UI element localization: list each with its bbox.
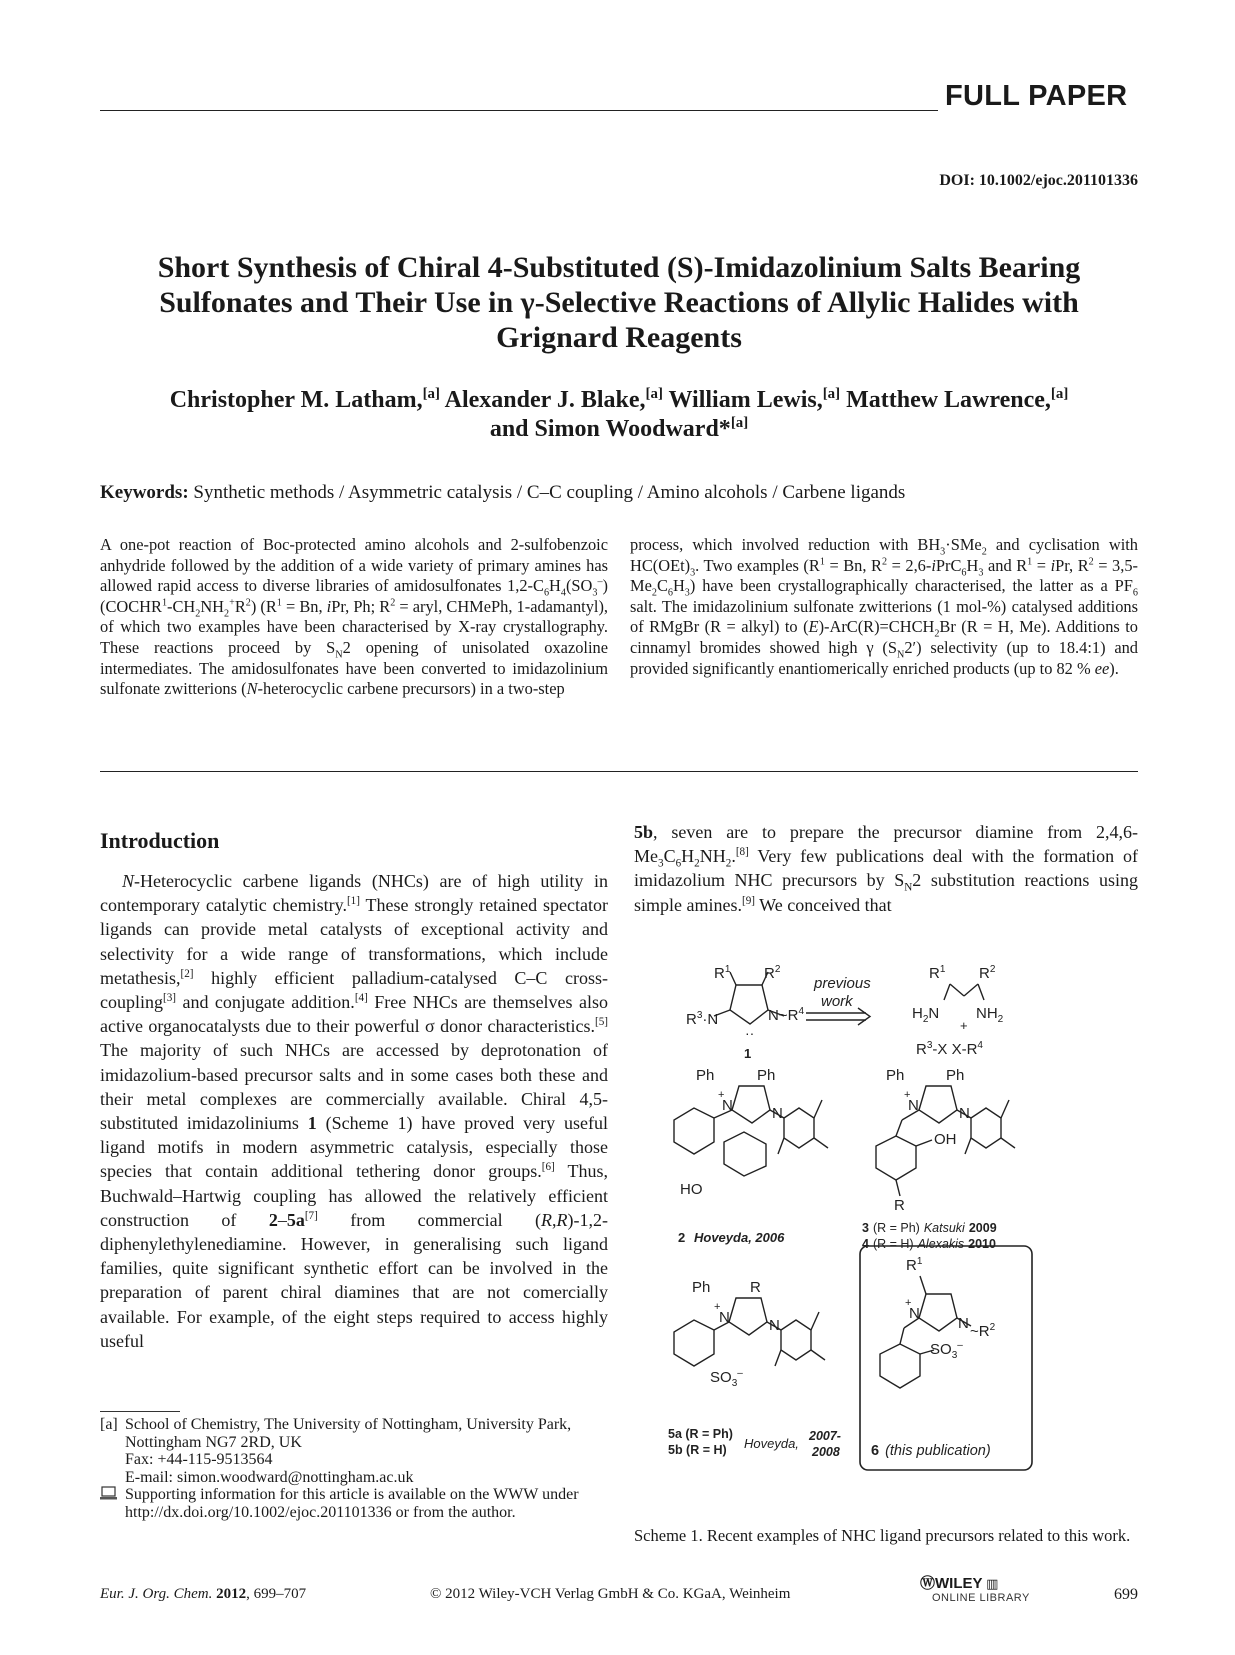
affiliation-mark: [a] [1050, 386, 1069, 402]
svg-text:N: N [909, 1305, 920, 1322]
supporting-info-text[interactable]: Supporting information for this article is available on the WWW under http://dx.doi.org/10.1002/ejoc.201101336 or from the author. [125, 1486, 579, 1521]
svg-text:N: N [959, 1105, 970, 1122]
compound-6 [880, 1276, 971, 1388]
compound-4-label: 4 (R = H) Alexakis 2010 [862, 1237, 996, 1251]
author-name: Christopher M. Latham, [169, 387, 423, 413]
svg-text:+: + [905, 1297, 912, 1309]
compound-label: 1 [744, 1046, 752, 1061]
svg-text:R: R [750, 1279, 761, 1296]
svg-text:2: 2 [678, 1230, 686, 1245]
svg-text:R: R [894, 1197, 905, 1214]
compound-6-box [860, 1246, 1032, 1470]
svg-text:··: ·· [745, 1025, 755, 1041]
keywords-text: Synthetic methods / Asymmetric catalysis / C–C coupling / Amino alcohols / Carbene ligands [193, 482, 906, 503]
section-label: FULL PAPER [945, 80, 1128, 112]
svg-text:5b (R = H): 5b (R = H) [668, 1443, 727, 1457]
page-title: Short Synthesis of Chiral 4-Substituted (S)-Imidazolinium Salts Bearing Sulfonates and Their Use in γ-Selective Reactions of Allylic Halides with Grignard Reagents [157, 251, 1081, 354]
svg-text:Hoveyda, 2006: Hoveyda, 2006 [694, 1230, 785, 1245]
abstract-rule [100, 771, 1138, 772]
svg-text:NH2: $NH_2$ [976, 1005, 1004, 1025]
svg-text:Ph: Ph [886, 1067, 905, 1084]
svg-text:+: + [960, 1018, 968, 1033]
doi[interactable]: DOI: 10.1002/ejoc.201101336 [939, 172, 1138, 189]
svg-text:N: N [769, 1317, 780, 1334]
compound-3-label: 3 (R = Ph) Katsuki 2009 [862, 1221, 997, 1235]
svg-text:previous: previous [814, 975, 871, 992]
svg-text:R2: $R^2$ [979, 964, 996, 982]
intro-column-right [634, 820, 1138, 917]
scheme-caption: Scheme 1. Recent examples of NHC ligand precursors related to this work. [634, 1526, 1131, 1545]
svg-text:H2N: $H_2N$ [912, 1005, 940, 1025]
header-rule [100, 110, 938, 111]
wiley-library: ONLINE LIBRARY [932, 1592, 1030, 1604]
abstract-left: A one-pot reaction of Boc-protected amino alcohols and 2-sulfobenzoic anhydride followed by the addition of a wide variety of primary amines has allowed rapid access to diverse libraries of amidosulfonates $1,2-C_6H_4(SO_3^-)(COCHR^1-CH_2NH_2^+R^2) (R^1 = Bn$, iPr, Ph; $R^2$ = aryl, CHMePh, 1-adamantyl), of which two examples have been characterised by X-ray crystallography. These reactions proceed by $S_N2$ opening of unisolated oxazoline intermediates. The amidosulfonates have been converted to imidazolinium sulfonate zwitterions (N-heterocyclic carbene precursors) in a two-step [100, 535, 609, 699]
svg-text:5a (R = Ph): 5a (R = Ph) [668, 1427, 733, 1441]
svg-text:R3-X X-R4: $R^3-X$ $X-R^4$ [916, 1040, 983, 1058]
svg-text:N: N [908, 1097, 919, 1114]
svg-text:R3·N: $R^3\cdot N$ [686, 1010, 719, 1028]
affiliation-mark: [a] [822, 386, 841, 402]
svg-text:HO: HO [680, 1181, 703, 1198]
svg-text:N: N [719, 1309, 730, 1326]
wiley-logo[interactable]: ⓌWILEY ▥ [920, 1575, 999, 1592]
email-link[interactable]: E-mail: simon.woodward@nottingham.ac.uk [125, 1468, 414, 1486]
abstract-right: process, which involved reduction with $BH_3\cdot SMe_2$ and cyclisation with $HC(OEt)_3$. Two examples ($R^1 = Bn$, $R^2$ = $2,6-iPrC_6H_3$ and $R^1$ = iPr, $R^2 = 3,5-Me_2C_6H_3$) have been crystallographically characterised, the latter as a $PF_6$ salt. The imidazolinium sulfonate zwitterions (1 mol-%) catalysed additions of RMgBr (R = alkyl) to $(E)-ArC(R)=CHCH_2Br$ (R = H, Me). Additions to cinnamyl bromides showed high γ $(S_N2')$ selectivity (up to 18.4:1) and provided significantly enantiomerically enriched products (up to 82 % ee). [630, 535, 1139, 678]
scheme-1 [664, 958, 1124, 1498]
diamine-product [912, 964, 1004, 1058]
supporting-info [100, 1486, 608, 1521]
svg-text:Ph: Ph [757, 1067, 776, 1084]
author-name: William Lewis, [668, 387, 823, 413]
compound-5 [674, 1298, 825, 1366]
svg-text:R1: $R^1$ [714, 964, 731, 982]
affiliation-mark: [a] [645, 386, 663, 402]
svg-text:Ph: Ph [946, 1067, 965, 1084]
author-name: and Simon Woodward* [489, 416, 731, 442]
svg-text:Ph: Ph [696, 1067, 715, 1084]
svg-text:2008: 2008 [812, 1445, 840, 1459]
intro-column-left [100, 869, 608, 1353]
wiley-icon: Ⓦ [920, 1575, 936, 1592]
author-list [100, 386, 1138, 444]
svg-text:R1: $R^1$ [906, 1256, 923, 1274]
svg-text:+: + [718, 1089, 725, 1101]
svg-text:SO3–: $SO_3^-$ [930, 1340, 963, 1361]
svg-text:SO3–: $SO_3^-$ [710, 1368, 743, 1389]
svg-text:work: work [821, 993, 853, 1010]
svg-text:+: + [904, 1089, 911, 1101]
affiliation-footnote: [a] School of Chemistry, The University of Nottingham, University Park, Nottingham NG7 2RD, UK Fax: +44-115-9513564 E-mail: simon.woodward@nottingham.ac.uk [100, 1416, 572, 1486]
svg-text:R2: $R^2$ [764, 964, 781, 982]
keywords-label: Keywords: [100, 482, 189, 503]
svg-text:N: N [958, 1315, 969, 1332]
compound-6-label: 6 (this publication) [871, 1443, 991, 1459]
svg-text:R1: $R^1$ [929, 964, 946, 982]
affiliation-mark: [a] [730, 415, 749, 431]
arrow-previous-work [806, 975, 871, 1025]
svg-text:N~R4: $N\sim R^4$ [768, 1006, 804, 1024]
affiliation-mark: [a] [422, 386, 440, 402]
svg-text:OH: OH [934, 1131, 957, 1148]
page-number: 699 [1114, 1586, 1138, 1603]
keywords [100, 482, 905, 504]
svg-text:2007-: 2007- [809, 1429, 841, 1443]
section-heading: Introduction [100, 828, 220, 853]
copyright: © 2012 Wiley-VCH Verlag GmbH & Co. KGaA, Weinheim [430, 1586, 791, 1602]
footnote-rule [100, 1411, 180, 1412]
svg-text:N: N [722, 1097, 733, 1114]
svg-text:~R2: $\sim R^2$ [970, 1322, 996, 1340]
author-name: Alexander J. Blake, [444, 387, 646, 413]
paragraph: 5b, seven are to prepare the precursor diamine from $2,4,6-Me_3C_6H_2NH_2.[8]$ Very few publications deal with the formation of imidazolium NHC precursors by $S_N2$ substitution reactions using simple amines.[9] We conceived that [634, 822, 1138, 915]
svg-text:Ph: Ph [692, 1279, 711, 1296]
compound-2 [674, 1086, 828, 1176]
paragraph: N-Heterocyclic carbene ligands (NHCs) are of high utility in contemporary catalytic chemistry.[1] These strongly retained spectator ligands can provide metal catalysts of exceptional activity and selectivity for a wide range of transformations, which include metathesis,[2] highly efficient palladium-catalysed C–C cross-coupling[3] and conjugate addition.[4] Free NHCs are themselves also active organocatalysts due to their powerful σ donor characteristics.[5] The majority of such NHCs are accessed by deprotonation of imidazolium-based precursor salts and in some cases both these and their metal complexes are commercially available. Chiral 4,5-substituted imidazoliniums 1 (Scheme 1) have proved very useful ligand motifs in modern asymmetric catalysis, especially those species that contain additional tethering donor groups.[6] Thus, Buchwald–Hartwig coupling has allowed the relatively efficient construction of 2–5a[7] from commercial (R,R)-1,2-diphenylethylenediamine. However, in generalising such ligand families, quite significant synthetic effort can be involved in the preparation of parent chiral diamines that are not comercially available. For example, of the eight steps required to access highly useful [100, 871, 609, 1351]
svg-text:Hoveyda,: Hoveyda, [744, 1436, 799, 1451]
svg-text:N: N [772, 1105, 783, 1122]
journal-citation: Eur. J. Org. Chem. 2012, 699–707 [100, 1586, 307, 1602]
author-name: Matthew Lawrence, [846, 387, 1051, 413]
footnotes [100, 1416, 608, 1522]
svg-text:+: + [714, 1301, 721, 1313]
computer-icon [100, 1486, 125, 1521]
